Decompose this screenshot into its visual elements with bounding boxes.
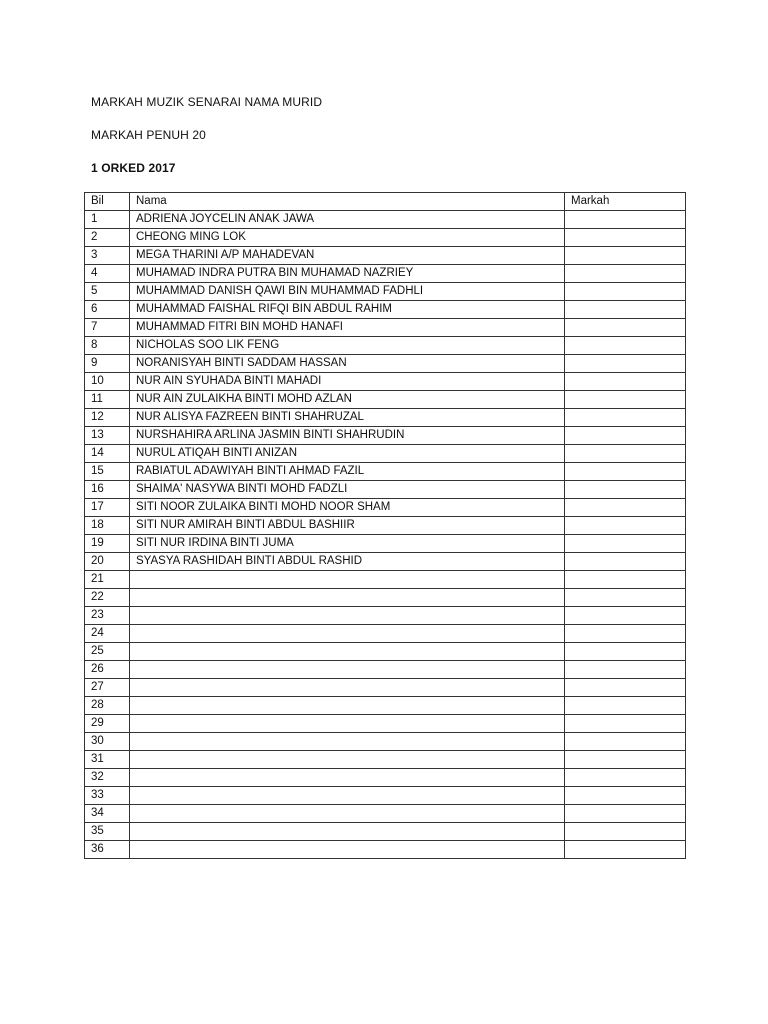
student-name-cell: MUHAMAD INDRA PUTRA BIN MUHAMAD NAZRIEY — [130, 265, 565, 283]
student-name-cell — [130, 589, 565, 607]
row-number-cell: 3 — [85, 247, 130, 265]
row-number-cell: 31 — [85, 751, 130, 769]
row-number-cell: 27 — [85, 679, 130, 697]
student-name-cell: NUR AIN SYUHADA BINTI MAHADI — [130, 373, 565, 391]
row-number-cell: 22 — [85, 589, 130, 607]
table-row — [85, 373, 686, 391]
mark-cell[interactable] — [565, 733, 686, 751]
student-name-cell — [130, 697, 565, 715]
mark-cell[interactable] — [565, 229, 686, 247]
class-name-label: 1 ORKED 2017 — [91, 161, 176, 175]
row-number-cell: 26 — [85, 661, 130, 679]
row-number-cell: 13 — [85, 427, 130, 445]
student-name-cell: MUHAMMAD FAISHAL RIFQI BIN ABDUL RAHIM — [130, 301, 565, 319]
mark-cell[interactable] — [565, 427, 686, 445]
student-name-cell: SITI NUR IRDINA BINTI JUMA — [130, 535, 565, 553]
student-name-cell: NUR ALISYA FAZREEN BINTI SHAHRUZAL — [130, 409, 565, 427]
marks-table — [84, 192, 686, 859]
student-name-cell: NURUL ATIQAH BINTI ANIZAN — [130, 445, 565, 463]
mark-cell[interactable] — [565, 625, 686, 643]
student-name-cell: SHAIMA' NASYWA BINTI MOHD FADZLI — [130, 481, 565, 499]
table-row — [85, 427, 686, 445]
table-row — [85, 787, 686, 805]
student-name-cell: RABIATUL ADAWIYAH BINTI AHMAD FAZIL — [130, 463, 565, 481]
row-number-cell: 12 — [85, 409, 130, 427]
table-row — [85, 679, 686, 697]
table-row — [85, 391, 686, 409]
student-name-cell: SITI NOOR ZULAIKA BINTI MOHD NOOR SHAM — [130, 499, 565, 517]
table-row — [85, 643, 686, 661]
mark-cell[interactable] — [565, 697, 686, 715]
mark-cell[interactable] — [565, 823, 686, 841]
full-marks-label: MARKAH PENUH 20 — [91, 128, 206, 142]
student-name-cell — [130, 805, 565, 823]
mark-cell[interactable] — [565, 391, 686, 409]
row-number-cell: 25 — [85, 643, 130, 661]
mark-cell[interactable] — [565, 337, 686, 355]
row-number-cell: 17 — [85, 499, 130, 517]
student-name-cell — [130, 661, 565, 679]
row-number-cell: 32 — [85, 769, 130, 787]
row-number-cell: 16 — [85, 481, 130, 499]
mark-cell[interactable] — [565, 535, 686, 553]
mark-cell[interactable] — [565, 283, 686, 301]
student-name-cell — [130, 625, 565, 643]
row-number-cell: 29 — [85, 715, 130, 733]
row-number-cell: 24 — [85, 625, 130, 643]
row-number-cell: 36 — [85, 841, 130, 859]
document-title: MARKAH MUZIK SENARAI NAMA MURID — [91, 95, 323, 109]
table-row — [85, 715, 686, 733]
mark-cell[interactable] — [565, 373, 686, 391]
table-header-row — [85, 193, 686, 211]
mark-cell[interactable] — [565, 553, 686, 571]
table-row — [85, 661, 686, 679]
mark-cell[interactable] — [565, 445, 686, 463]
row-number-cell: 35 — [85, 823, 130, 841]
mark-cell[interactable] — [565, 265, 686, 283]
student-name-cell: MEGA THARINI A/P MAHADEVAN — [130, 247, 565, 265]
table-row — [85, 697, 686, 715]
mark-cell[interactable] — [565, 211, 686, 229]
table-row — [85, 283, 686, 301]
table-row — [85, 823, 686, 841]
row-number-cell: 9 — [85, 355, 130, 373]
student-name-cell: MUHAMMAD DANISH QAWI BIN MUHAMMAD FADHLI — [130, 283, 565, 301]
row-number-cell: 21 — [85, 571, 130, 589]
row-number-cell: 10 — [85, 373, 130, 391]
row-number-cell: 4 — [85, 265, 130, 283]
table-row — [85, 733, 686, 751]
row-number-cell: 19 — [85, 535, 130, 553]
row-number-cell: 5 — [85, 283, 130, 301]
row-number-cell: 34 — [85, 805, 130, 823]
table-row — [85, 607, 686, 625]
student-name-cell — [130, 679, 565, 697]
table-row — [85, 625, 686, 643]
mark-cell[interactable] — [565, 769, 686, 787]
table-row — [85, 337, 686, 355]
mark-cell[interactable] — [565, 247, 686, 265]
student-name-cell: ADRIENA JOYCELIN ANAK JAWA — [130, 211, 565, 229]
table-row — [85, 301, 686, 319]
student-name-cell: SITI NUR AMIRAH BINTI ABDUL BASHIIR — [130, 517, 565, 535]
student-name-cell — [130, 751, 565, 769]
mark-cell[interactable] — [565, 805, 686, 823]
table-row — [85, 409, 686, 427]
student-name-cell — [130, 769, 565, 787]
student-name-cell — [130, 643, 565, 661]
student-name-cell: NUR AIN ZULAIKHA BINTI MOHD AZLAN — [130, 391, 565, 409]
student-name-cell — [130, 607, 565, 625]
table-row — [85, 481, 686, 499]
mark-cell[interactable] — [565, 787, 686, 805]
mark-cell[interactable] — [565, 679, 686, 697]
row-number-cell: 23 — [85, 607, 130, 625]
header-nama: Nama — [130, 193, 565, 211]
table-row — [85, 535, 686, 553]
mark-cell[interactable] — [565, 301, 686, 319]
table-row — [85, 571, 686, 589]
table-row — [85, 319, 686, 337]
row-number-cell: 7 — [85, 319, 130, 337]
table-row — [85, 517, 686, 535]
table-row — [85, 211, 686, 229]
mark-cell[interactable] — [565, 319, 686, 337]
mark-cell[interactable] — [565, 589, 686, 607]
mark-cell[interactable] — [565, 607, 686, 625]
student-name-cell — [130, 787, 565, 805]
table-row — [85, 247, 686, 265]
table-row — [85, 589, 686, 607]
student-name-cell: NURSHAHIRA ARLINA JASMIN BINTI SHAHRUDIN — [130, 427, 565, 445]
row-number-cell: 20 — [85, 553, 130, 571]
table-row — [85, 499, 686, 517]
student-name-cell — [130, 823, 565, 841]
header-markah: Markah — [565, 193, 686, 211]
mark-cell[interactable] — [565, 715, 686, 733]
mark-cell[interactable] — [565, 355, 686, 373]
row-number-cell: 30 — [85, 733, 130, 751]
mark-cell[interactable] — [565, 517, 686, 535]
table-row — [85, 841, 686, 859]
student-name-cell: CHEONG MING LOK — [130, 229, 565, 247]
student-name-cell — [130, 571, 565, 589]
table-row — [85, 355, 686, 373]
table-row — [85, 751, 686, 769]
student-name-cell — [130, 733, 565, 751]
header-bil: Bil — [85, 193, 130, 211]
mark-cell[interactable] — [565, 841, 686, 859]
student-name-cell — [130, 715, 565, 733]
table-row — [85, 229, 686, 247]
row-number-cell: 28 — [85, 697, 130, 715]
row-number-cell: 1 — [85, 211, 130, 229]
student-name-cell: SYASYA RASHIDAH BINTI ABDUL RASHID — [130, 553, 565, 571]
student-name-cell: NORANISYAH BINTI SADDAM HASSAN — [130, 355, 565, 373]
student-name-cell: NICHOLAS SOO LIK FENG — [130, 337, 565, 355]
table-row — [85, 769, 686, 787]
table-row — [85, 463, 686, 481]
row-number-cell: 33 — [85, 787, 130, 805]
mark-cell[interactable] — [565, 409, 686, 427]
row-number-cell: 8 — [85, 337, 130, 355]
row-number-cell: 2 — [85, 229, 130, 247]
mark-cell[interactable] — [565, 751, 686, 769]
student-name-cell: MUHAMMAD FITRI BIN MOHD HANAFI — [130, 319, 565, 337]
mark-cell[interactable] — [565, 481, 686, 499]
row-number-cell: 6 — [85, 301, 130, 319]
mark-cell[interactable] — [565, 661, 686, 679]
table-row — [85, 553, 686, 571]
student-name-cell — [130, 841, 565, 859]
mark-cell[interactable] — [565, 499, 686, 517]
table-row — [85, 805, 686, 823]
mark-cell[interactable] — [565, 643, 686, 661]
table-row — [85, 265, 686, 283]
row-number-cell: 18 — [85, 517, 130, 535]
mark-cell[interactable] — [565, 463, 686, 481]
row-number-cell: 14 — [85, 445, 130, 463]
row-number-cell: 11 — [85, 391, 130, 409]
mark-cell[interactable] — [565, 571, 686, 589]
row-number-cell: 15 — [85, 463, 130, 481]
table-row — [85, 445, 686, 463]
